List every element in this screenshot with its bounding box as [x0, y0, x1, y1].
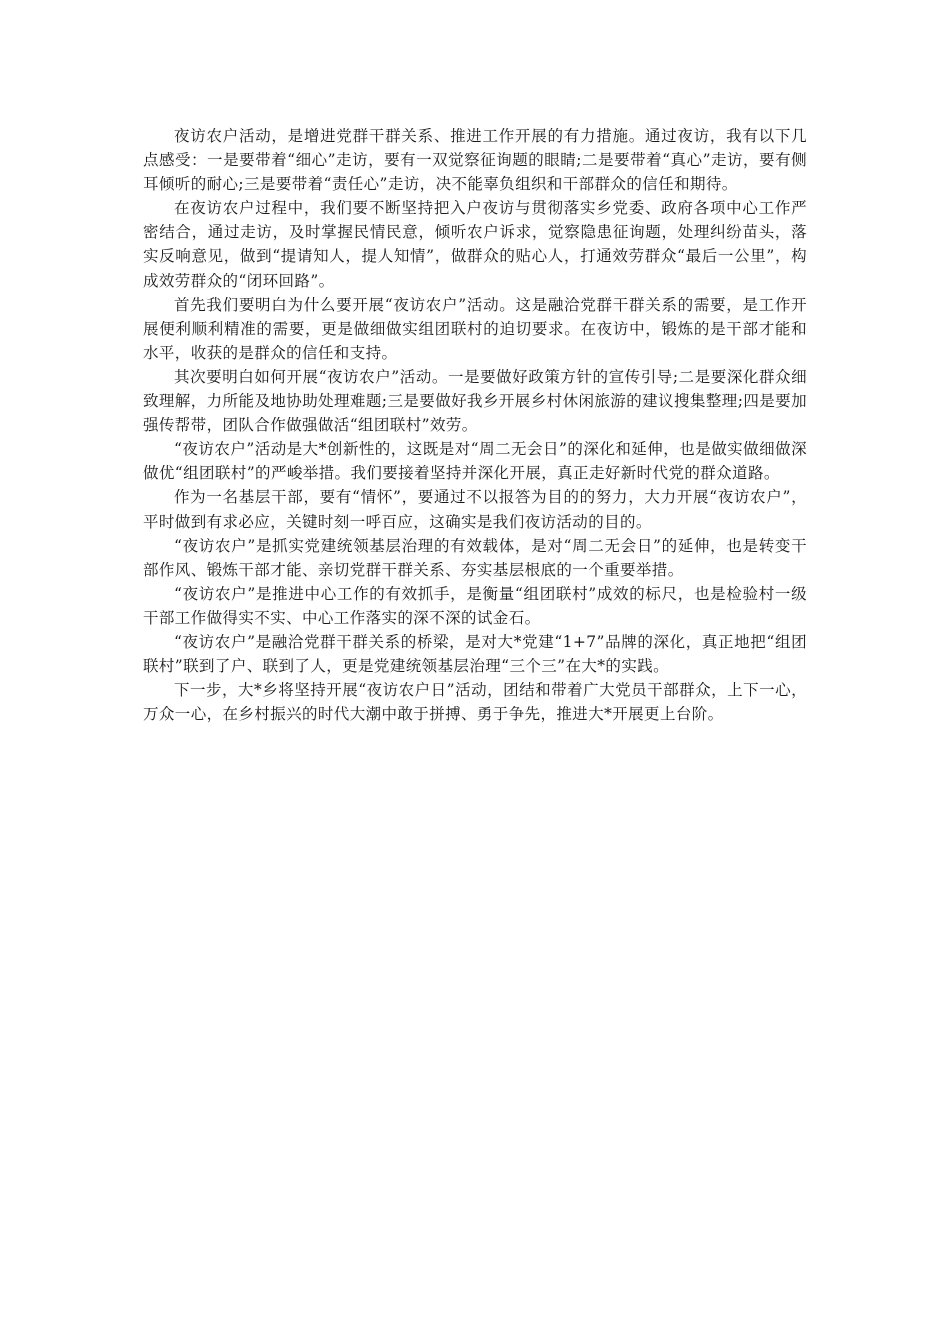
paragraph-3: 首先我们要明白为什么要开展“夜访农户”活动。这是融洽党群干群关系的需要，是工作开展便利顺利精准的需要，更是做细做实组团联村的迫切要求。在夜访中，锻炼的是干部才能和水平，收获的是群众的信任和支持。 [143, 295, 807, 362]
paragraph-1: 夜访农户活动，是增进党群干群关系、推进工作开展的有力措施。通过夜访，我有以下几点感受：一是要带着“细心”走访，要有一双觉察征询题的眼睛;二是要带着“真心”走访，要有侧耳倾听的耐心;三是要带着“责任心”走访，决不能辜负组织和干部群众的信任和期待。 [143, 127, 807, 194]
paragraph-4: 其次要明白如何开展“夜访农户”活动。一是要做好政策方针的宣传引导;二是要深化群众细致理解，力所能及地协助处理难题;三是要做好我乡开展乡村休闲旅游的建议搜集整理;四是要加强传帮带，团队合作做强做活“组团联村”效劳。 [143, 367, 807, 435]
paragraph-10: 下一步，大*乡将坚持开展“夜访农户日”活动，团结和带着广大党员干部群众，上下一心，万众一心，在乡村振兴的时代大潮中敢于拼搏、勇于争先，推进大*开展更上台阶。 [143, 681, 807, 724]
paragraph-9: “夜访农户”是融洽党群干群关系的桥梁，是对大*党建“1+7”品牌的深化，真正地把“组团联村”联到了户、联到了人，更是党建统领基层治理“三个三”在大*的实践。 [143, 632, 807, 676]
paragraph-6: 作为一名基层干部，要有“情怀”，要通过不以报答为目的的努力，大力开展“夜访农户”，平时做到有求必应，关键时刻一呼百应，这确实是我们夜访活动的目的。 [143, 488, 807, 531]
paragraph-2: 在夜访农户过程中，我们要不断坚持把入户夜访与贯彻落实乡党委、政府各项中心工作严密结合，通过走访，及时掌握民情民意，倾听农户诉求，觉察隐患征询题，处理纠纷苗头，落实反响意见，做到“提请知人，提人知情”，做群众的贴心人，打通效劳群众“最后一公里”，构成效劳群众的“闭环回路”。 [143, 199, 807, 290]
paragraph-8: “夜访农户”是推进中心工作的有效抓手，是衡量“组团联村”成效的标尺，也是检验村一级干部工作做得实不实、中心工作落实的深不深的试金石。 [143, 584, 807, 627]
document-body [143, 124, 807, 726]
paragraph-5: “夜访农户”活动是大*创新性的，这既是对“周二无会日”的深化和延伸，也是做实做细做深做优“组团联村”的严峻举措。我们要接着坚持并深化开展，真正走好新时代党的群众道路。 [143, 440, 807, 483]
paragraph-7: “夜访农户”是抓实党建统领基层治理的有效载体，是对“周二无会日”的延伸，也是转变干部作风、锻炼干部才能、亲切党群干群关系、夯实基层根底的一个重要举措。 [143, 536, 807, 579]
